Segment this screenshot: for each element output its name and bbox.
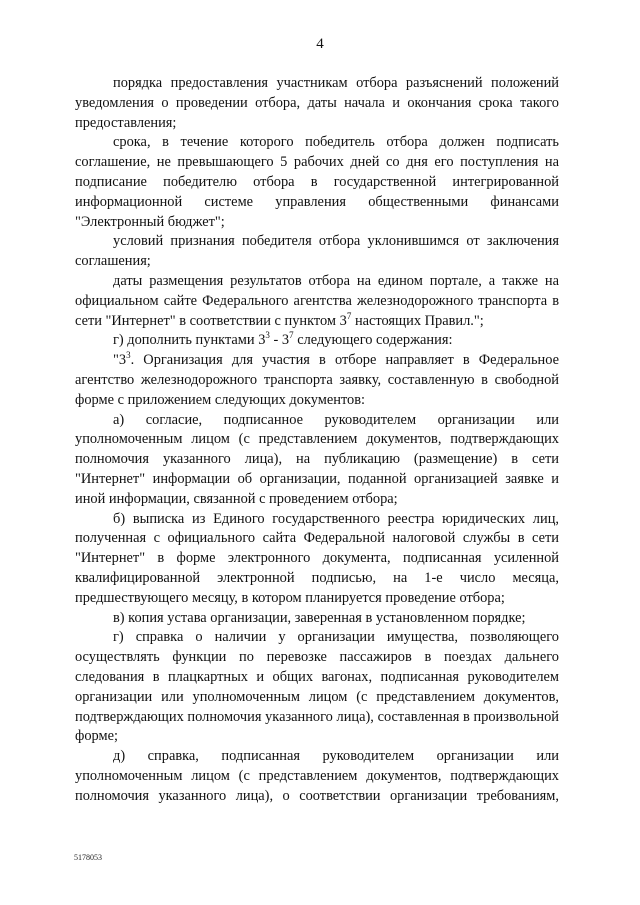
text-run: г) дополнить пунктами 3 <box>113 332 266 349</box>
text-run: "3 <box>113 352 127 369</box>
text-run: д) справка, подписанная руководителем организации или уполномоченным лицом (с представлением документов, подтверждающих полномочия указанного лица), о соответствии организации требованиям, <box>75 748 559 804</box>
text-run: следующего содержания: <box>293 332 453 349</box>
text-run: а) согласие, подписанное руководителем организации или уполномоченным лицом (с представлением документов, подтверждающих полномочия указанного лица), на публикацию (размещение) в сети "Интернет" информации об организации, поданной организацией заявке и иной информации, связанной с проведением отбора; <box>75 411 559 507</box>
text-run: порядка предоставления участникам отбора разъяснений положений уведомления о проведении отбора, даты начала и окончания срока такого предоставления; <box>75 75 559 131</box>
page-number: 4 <box>316 36 324 52</box>
paragraph <box>75 74 559 133</box>
paragraph <box>75 747 559 806</box>
text-run: даты размещения результатов отбора на едином портале, а также на официальном сайте Федерального агентства железнодорожного транспорта в сети "Интернет" в соответствии с пунктом 3 <box>75 272 559 329</box>
paragraph <box>75 133 559 232</box>
paragraph <box>75 331 559 351</box>
paragraph <box>75 272 559 331</box>
superscript: 7 <box>289 330 294 341</box>
paragraph <box>75 628 559 747</box>
document-body <box>75 74 559 806</box>
superscript: 3 <box>126 350 131 361</box>
paragraph <box>75 411 559 510</box>
paragraph <box>75 351 559 410</box>
paragraph <box>75 510 559 609</box>
text-run: б) выписка из Единого государственного реестра юридических лиц, полученная с официального сайта Федеральной налоговой службы в сети "Интернет" в форме электронного документа, подписанная усиленной квалифицированной электронной подписью, на 1-е число месяца, предшествующего месяцу, в котором планируется проведение отбора; <box>75 510 559 606</box>
text-run: - 3 <box>269 332 290 349</box>
text-run: срока, в течение которого победитель отбора должен подписать соглашение, не превышающего 5 рабочих дней со дня его поступления на подписание победителю отбора в государственной интегрированной информационной системе управления общественными финансами "Электронный бюджет"; <box>75 134 559 230</box>
superscript: 7 <box>346 310 352 321</box>
text-run: в) копия устава организации, заверенная в установленном порядке; <box>113 609 526 626</box>
text-run: настоящих Правил."; <box>351 312 484 329</box>
text-run: г) справка о наличии у организации имущества, позволяющего осуществлять функции по перевозке пассажиров в поездах дальнего следования в плацкартных и общих вагонах, подписанная руководителем организации или уполномоченным лицом (с представлением документов, подтверждающих полномочия указанного лица), составленная в произвольной форме; <box>75 629 559 745</box>
text-run: условий признания победителя отбора уклонившимся от заключения соглашения; <box>75 233 559 270</box>
paragraph <box>75 609 559 629</box>
document-code: 5178053 <box>74 853 102 862</box>
superscript: 3 <box>265 330 270 341</box>
paragraph <box>75 232 559 272</box>
text-run: . Организация для участия в отборе направляет в Федеральное агентство железнодорожного транспорта заявку, составленную в свободной форме с приложением следующих документов: <box>75 352 559 408</box>
